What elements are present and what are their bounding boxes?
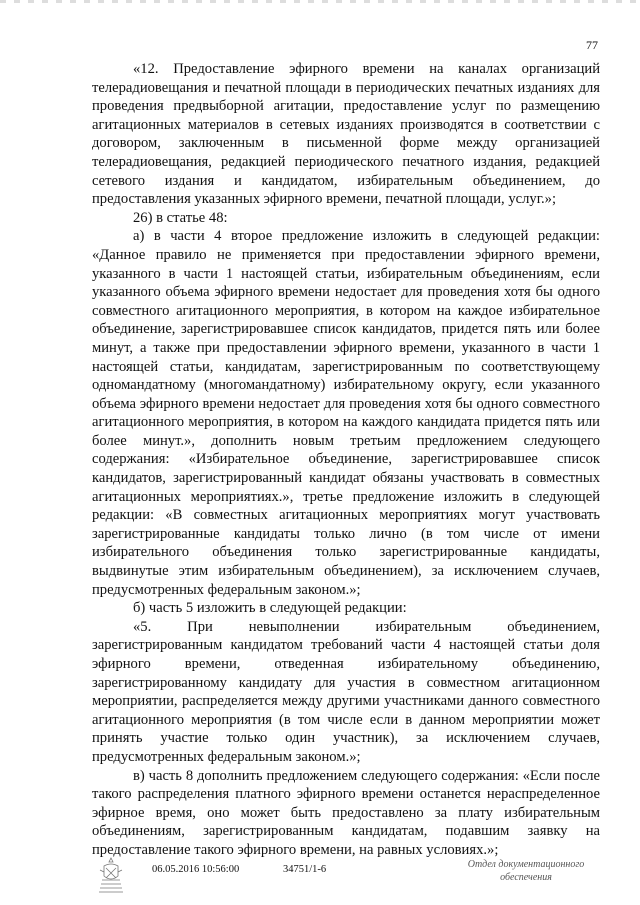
scan-artifact-line [0,0,640,3]
footer-timestamp: 06.05.2016 10:56:00 [152,864,240,875]
department-stamp [456,858,596,884]
page-number: 77 [586,38,598,52]
stamp-line-1: Отдел документационного [467,859,585,870]
paragraph-part-8: в) часть 8 дополнить предложением следующего содержания: «Если после такого распределения платного эфирного времени останется нераспределенное эфирное время, оно может быть предоставлено за плату избирательным объединениям, зарегистрированным кандидатам, подавшим заявку на предоставление такого эфирного времени, на равных условиях.»; [92,767,600,858]
paragraph-item-12: «12. Предоставление эфирного времени на каналах организаций телерадиовещания и печатной площади в периодических печатных изданиях для проведения предвыборной агитации, предоставление услуг по размещению агитационных материалов в сетевых изданиях производятся в соответствии с договором, заключенным в письменной форме между организацией телерадиовещания, редакцией периодического печатного издания, редакцией сетевого издания и кандидатом, избирательным объединением, до предоставления указанных эфирного времени, печатной площади, услуг.»; [92,61,600,208]
page-footer [0,852,640,905]
paragraph-part-4: а) в части 4 второе предложение изложить в следующей редакции: «Данное правило не применяется при предоставлении эфирного времени, указанного в части 1 настоящей статьи, избирательным объединениям, если указанного объема эфирного времени недостает для проведения хотя бы одного совместного агитационного мероприятия, в котором на каждое избирательное объединение, зарегистрировавшее список кандидатов, придется пять или более минут, а также при предоставлении эфирного времени, указанного в части 1 настоящей статьи, кандидатам, зарегистрированным по соответствующему одномандатному (многомандатному) избирательному округу, если указанного объема эфирного времени недостает для проведения хотя бы одного совместного агитационного мероприятия, в котором на каждого кандидата придется пять или более минут.», дополнить новым третьим предложением следующего содержания: «Избирательное объединение, зарегистрировавшее список кандидатов, зарегистрированный кандидат обязаны участвовать в совместных агитационных мероприятиях.», третье предложение изложить в следующей редакции: «В совместных агитационных мероприятиях могут участвовать зарегистрированные кандидаты только лично (в том числе от имени избирательного объединения только зарегистрированные кандидаты, выдвинутые этим избирательным объединением), за исключением случаев, предусмотренных федеральным законом.»; [92,228,600,598]
stamp-line-2: обеспечения [500,872,552,883]
paragraph-part-5: «5. При невыполнении избирательным объединением, зарегистрированным кандидатом требований части 4 настоящей статьи доля эфирного времени, отведенная избирательному объединению, зарегистрированному кандидату для участия в совместном агитационном мероприятии, распределяется между другими участниками данного совместного агитационного мероприятия (в том числе если в данном мероприятии может принять участие только один участник), за исключением случаев, предусмотренных федеральным законом.»; [92,618,600,765]
footer-doc-number: 34751/1-6 [283,864,327,875]
paragraph-article-48: 26) в статье 48: [133,209,228,226]
document-body [92,60,600,860]
paragraph-part-5-heading: б) часть 5 изложить в следующей редакции: [133,600,407,617]
emblem-icon [94,856,128,896]
